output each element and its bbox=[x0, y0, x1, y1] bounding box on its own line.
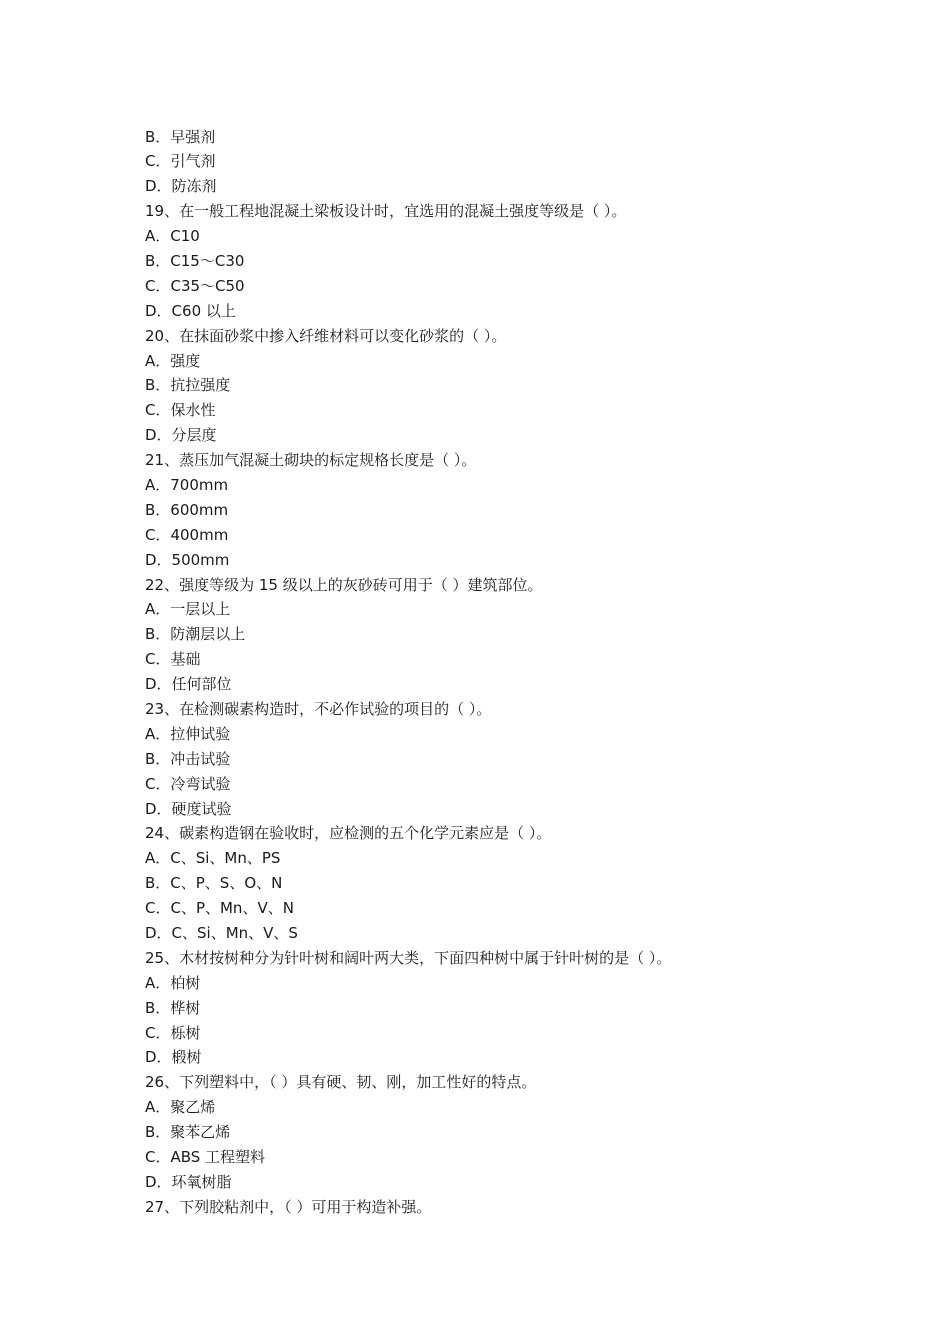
option-line: C．栎树 bbox=[145, 1023, 201, 1042]
option-line: D．硬度试验 bbox=[145, 799, 232, 818]
question-line: 19、在一般工程地混凝土梁板设计时，宜选用的混凝土强度等级是（ ）。 bbox=[145, 202, 627, 221]
question-line: 20、在抹面砂浆中掺入纤维材料可以变化砂浆的（ ）。 bbox=[145, 326, 507, 345]
option-line: D．C、Si、Mn、V、S bbox=[145, 924, 298, 942]
option-line: A．强度 bbox=[145, 351, 201, 370]
option-line: A．柏树 bbox=[145, 973, 201, 992]
option-line: D．防冻剂 bbox=[145, 177, 217, 196]
option-line: C．冷弯试验 bbox=[145, 774, 231, 793]
option-line: D．环氧树脂 bbox=[145, 1172, 232, 1191]
option-line: B．600mm bbox=[145, 500, 229, 519]
question-line: 25、木材按树种分为针叶树和阔叶两大类，下面四种树中属于针叶树的是（ ）。 bbox=[145, 948, 672, 967]
option-line: B．C、P、S、O、N bbox=[145, 874, 283, 893]
question-line: 23、在检测碳素构造时，不必作试验的项目的（ ）。 bbox=[145, 699, 492, 718]
option-line: A．聚乙烯 bbox=[145, 1098, 216, 1117]
option-line: D．任何部位 bbox=[145, 675, 232, 694]
option-line: C．C35～C50 bbox=[145, 276, 245, 295]
option-line: A．C、Si、Mn、PS bbox=[145, 849, 281, 868]
option-line: C．ABS 工程塑料 bbox=[145, 1148, 266, 1167]
option-line: D．C60 以上 bbox=[145, 301, 236, 320]
option-line: C．基础 bbox=[145, 650, 201, 669]
option-line: A．拉伸试验 bbox=[145, 724, 231, 743]
option-line: C．保水性 bbox=[145, 401, 216, 420]
option-line: B．抗拉强度 bbox=[145, 376, 231, 395]
option-line: A．C10 bbox=[145, 227, 200, 246]
question-line: 24、碳素构造钢在验收时，应检测的五个化学元素应是（ ）。 bbox=[145, 824, 552, 843]
option-line: B．聚苯乙烯 bbox=[145, 1123, 231, 1142]
option-line: D．椴树 bbox=[145, 1048, 202, 1067]
option-line: C．400mm bbox=[145, 525, 229, 544]
option-line: B．C15～C30 bbox=[145, 251, 245, 270]
question-line: 22、强度等级为 15 级以上的灰砂砖可用于（ ）建筑部位。 bbox=[145, 575, 543, 594]
option-line: A．700mm bbox=[145, 475, 229, 494]
question-line: 21、蒸压加气混凝土砌块的标定规格长度是（ ）。 bbox=[145, 451, 477, 470]
option-line: B．冲击试验 bbox=[145, 749, 231, 768]
option-line: B．桦树 bbox=[145, 998, 201, 1017]
question-line: 27、下列胶粘剂中，（ ）可用于构造补强。 bbox=[145, 1197, 432, 1216]
option-line: D．分层度 bbox=[145, 426, 217, 445]
option-line: D．500mm bbox=[145, 550, 230, 569]
option-line: C．引气剂 bbox=[145, 152, 216, 171]
question-line: 26、下列塑料中，（ ）具有硬、韧、刚，加工性好的特点。 bbox=[145, 1073, 537, 1092]
option-line: C．C、P、Mn、V、N bbox=[145, 899, 294, 918]
option-line: B．防潮层以上 bbox=[145, 625, 246, 644]
option-line: B．早强剂 bbox=[145, 127, 216, 146]
document-page bbox=[145, 125, 905, 1220]
option-line: A．一层以上 bbox=[145, 600, 231, 619]
